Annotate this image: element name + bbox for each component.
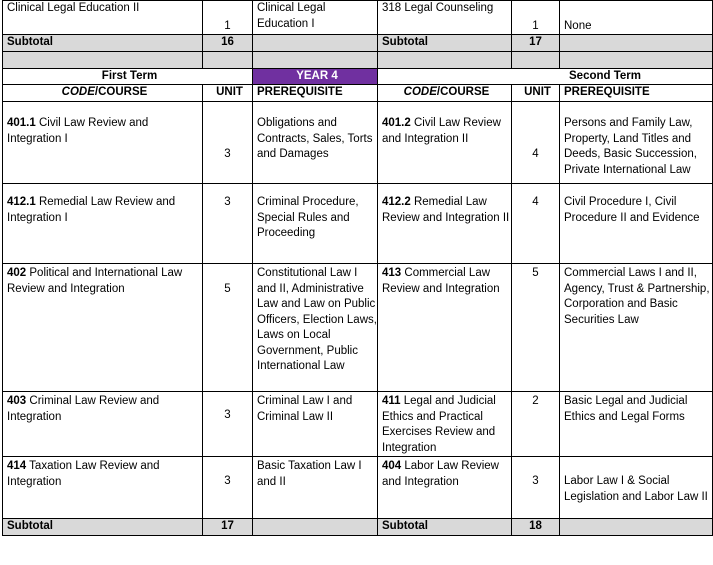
- course-cell: [378, 184, 512, 264]
- course-cell: [378, 102, 512, 184]
- unit-header: UNIT: [512, 85, 560, 102]
- subtotal-label: Subtotal: [3, 519, 203, 536]
- course-cell: [378, 264, 512, 392]
- course-code: 413: [382, 267, 402, 279]
- code-header-label: CODE: [61, 86, 95, 99]
- unit-cell: 3: [203, 184, 253, 264]
- year-label: YEAR 4: [253, 68, 378, 85]
- code-course-header: [3, 85, 203, 102]
- course-header-label: /COURSE: [436, 86, 490, 99]
- course-name: Commercial Law Review and Integration: [382, 267, 500, 295]
- unit-cell: 3: [203, 457, 253, 519]
- unit-cell: 5: [512, 264, 560, 392]
- prereq-header: PREREQUISITE: [560, 85, 713, 102]
- prereq-cell: Labor Law I & Social Legislation and Labor Law II: [560, 457, 713, 519]
- course-cell: [378, 392, 512, 457]
- course-name: Civil Law Review and Integration II: [382, 117, 501, 145]
- spacer-row: [3, 51, 713, 68]
- course-cell: 318 Legal Counseling: [378, 1, 512, 35]
- course-code: 404: [382, 460, 402, 472]
- course-code: 412.1: [7, 196, 36, 208]
- course-row: [3, 392, 713, 457]
- prereq-cell: None: [560, 1, 713, 35]
- unit-cell: 3: [203, 392, 253, 457]
- prereq-cell: Basic Legal and Judicial Ethics and Legal Forms: [560, 392, 713, 457]
- subtotal-label: Subtotal: [378, 519, 512, 536]
- unit-header: UNIT: [203, 85, 253, 102]
- course-cell: [378, 457, 512, 519]
- unit-cell: 1: [203, 1, 253, 35]
- subtotal-units: 17: [512, 35, 560, 52]
- subtotal-row: [3, 35, 713, 52]
- course-code: 401.2: [382, 117, 411, 129]
- subtotal-units: 16: [203, 35, 253, 52]
- course-cell: [3, 184, 203, 264]
- course-code: 412.2: [382, 196, 411, 208]
- curriculum-table: [2, 0, 713, 536]
- course-row: [3, 184, 713, 264]
- unit-cell: 3: [512, 457, 560, 519]
- prereq-cell: Basic Taxation Law I and II: [253, 457, 378, 519]
- code-header-label: CODE: [403, 86, 437, 99]
- course-cell: Clinical Legal Education II: [3, 1, 203, 35]
- course-code: 403: [7, 395, 27, 407]
- course-code: 414: [7, 460, 27, 472]
- prereq-cell: Civil Procedure I, Civil Procedure II and Evidence: [560, 184, 713, 264]
- unit-cell: 4: [512, 102, 560, 184]
- table-row: [3, 1, 713, 35]
- course-row: [3, 457, 713, 519]
- empty-cell: [378, 51, 512, 68]
- empty-cell: [253, 35, 378, 52]
- unit-cell: 1: [512, 1, 560, 35]
- course-name: Civil Law Review and Integration I: [7, 117, 149, 145]
- prereq-cell: Persons and Family Law, Property, Land Titles and Deeds, Basic Succession, Private International Law: [560, 102, 713, 184]
- empty-cell: [3, 51, 203, 68]
- subtotal-label: Subtotal: [3, 35, 203, 52]
- course-name: Taxation Law Review and Integration: [7, 460, 160, 488]
- course-name: Remedial Law Review and Integration I: [7, 196, 176, 224]
- empty-cell: [512, 51, 560, 68]
- course-header-label: /COURSE: [94, 86, 148, 99]
- course-row: [3, 102, 713, 184]
- course-code: 402: [7, 267, 27, 279]
- course-code: 411: [382, 395, 401, 407]
- course-code: 401.1: [7, 117, 36, 129]
- year-band: [3, 68, 713, 85]
- prereq-cell: Obligations and Contracts, Sales, Torts and Damages: [253, 102, 378, 184]
- second-term-label: Second Term: [378, 68, 713, 85]
- empty-cell: [560, 519, 713, 536]
- prereq-header: PREREQUISITE: [253, 85, 378, 102]
- subtotal-units: 17: [203, 519, 253, 536]
- unit-cell: 5: [203, 264, 253, 392]
- column-headers: [3, 85, 713, 102]
- course-name: Criminal Law Review and Integration: [7, 395, 160, 423]
- empty-cell: [203, 51, 253, 68]
- course-cell: [3, 392, 203, 457]
- course-name: Political and International Law Review and Integration: [7, 267, 183, 295]
- unit-cell: 2: [512, 392, 560, 457]
- first-term-label: First Term: [3, 68, 253, 85]
- course-cell: [3, 457, 203, 519]
- subtotal-units: 18: [512, 519, 560, 536]
- prereq-cell: Clinical Legal Education I: [253, 1, 378, 35]
- course-row: [3, 264, 713, 392]
- prereq-cell: Criminal Law I and Criminal Law II: [253, 392, 378, 457]
- empty-cell: [560, 51, 713, 68]
- subtotal-label: Subtotal: [378, 35, 512, 52]
- empty-cell: [253, 519, 378, 536]
- course-cell: [3, 264, 203, 392]
- course-name: Labor Law Review and Integration: [382, 460, 499, 488]
- unit-cell: 4: [512, 184, 560, 264]
- prereq-cell: Commercial Laws I and II, Agency, Trust & Partnership, Corporation and Basic Securities Law: [560, 264, 713, 392]
- course-name: Remedial Law Review and Integration II: [382, 196, 510, 224]
- prereq-cell: Constitutional Law I and II, Administrative Law and Law on Public Officers, Election Laws, Laws on Local Government, Public International Law: [253, 264, 378, 392]
- subtotal-row: [3, 519, 713, 536]
- code-course-header: [378, 85, 512, 102]
- empty-cell: [560, 35, 713, 52]
- prereq-cell: Criminal Procedure, Special Rules and Proceeding: [253, 184, 378, 264]
- course-cell: [3, 102, 203, 184]
- unit-cell: 3: [203, 102, 253, 184]
- course-name: Legal and Judicial Ethics and Practical Exercises Review and Integration: [382, 395, 496, 454]
- empty-cell: [253, 51, 378, 68]
